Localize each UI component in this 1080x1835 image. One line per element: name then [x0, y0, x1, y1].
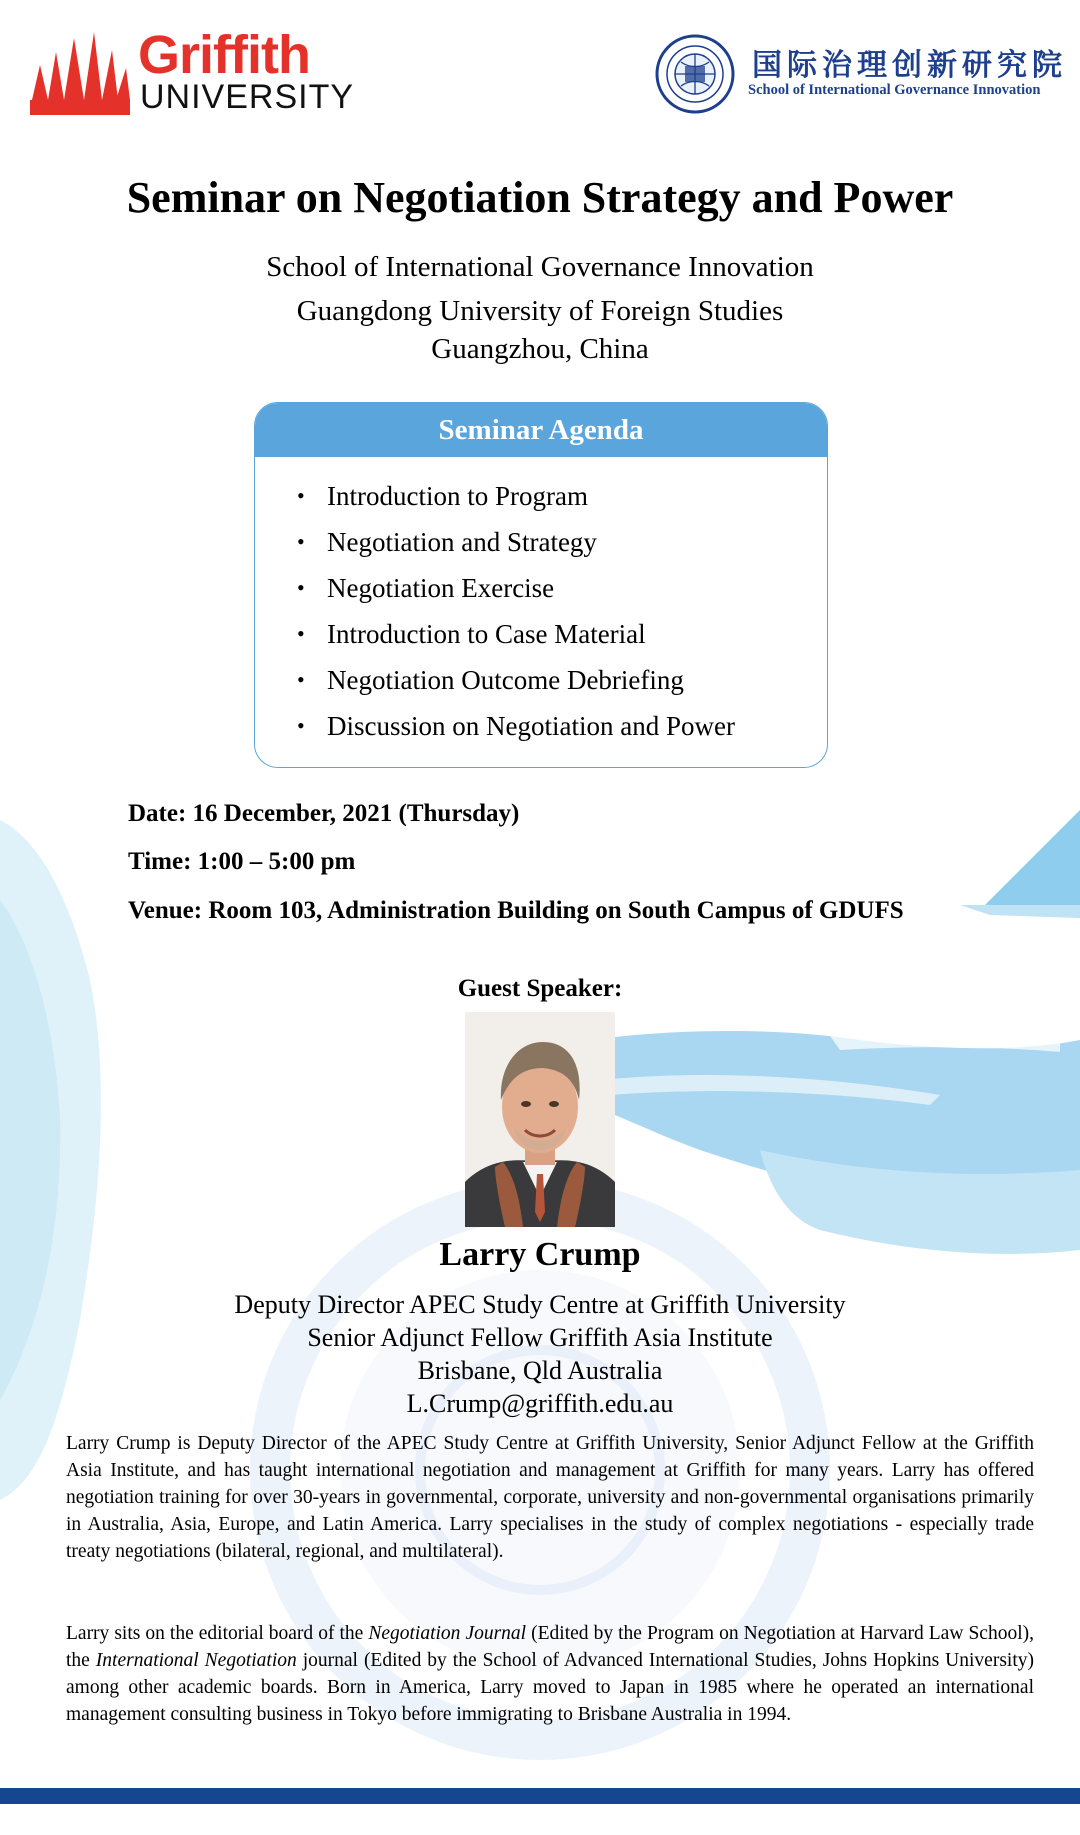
sigi-seal-icon: [655, 34, 735, 114]
agenda-item: • Negotiation Exercise: [297, 573, 555, 603]
bullet-icon: •: [297, 529, 305, 554]
seminar-title: Seminar on Negotiation Strategy and Power: [126, 173, 954, 222]
agenda-box: [254, 402, 828, 768]
sigi-english-name: School of International Governance Innovation: [748, 82, 1041, 98]
bio-paragraph-2: Larry sits on the editorial board of the Negotiation Journal (Edited by the Program on Negotiation at Harvard Law School), the International Negotiation journal (Edited by the School of Advanced International Studies, Johns Hopkins University) among other academic boards. Born in America, Larry moved to Japan in 1985 where he operated an international management consulting business in Tokyo before immigrating to Brisbane Australia in 1994.: [66, 1623, 1034, 1725]
griffith-university-logo: [30, 25, 360, 120]
griffith-flame-icon: [30, 30, 135, 115]
guest-speaker-label: Guest Speaker:: [457, 975, 623, 1002]
agenda-item: • Introduction to Program: [297, 481, 588, 511]
agenda-item: • Discussion on Negotiation and Power: [297, 711, 735, 741]
speaker-affiliation: Senior Adjunct Fellow Griffith Asia Institute: [307, 1323, 773, 1352]
footer-bar: [0, 1788, 1080, 1804]
journal-title: Negotiation Journal: [368, 1623, 527, 1644]
speaker-photo: [465, 1012, 615, 1227]
event-venue: Venue: Room 103, Administration Building on South Campus of GDUFS: [128, 897, 904, 924]
event-time: Time: 1:00 – 5:00 pm: [128, 848, 356, 875]
subtitle-school: School of International Governance Innovation: [266, 251, 814, 283]
griffith-wordmark: Griffith: [138, 25, 310, 85]
subtitle-university: Guangdong University of Foreign Studies: [296, 295, 784, 327]
bullet-icon: •: [297, 483, 305, 508]
speaker-email: L.Crump@griffith.edu.au: [406, 1389, 674, 1418]
agenda-heading: Seminar Agenda: [255, 403, 827, 457]
speaker-name: Larry Crump: [439, 1236, 641, 1273]
speaker-role: Deputy Director APEC Study Centre at Griffith University: [234, 1290, 846, 1319]
speaker-location: Brisbane, Qld Australia: [417, 1356, 663, 1385]
sigi-chinese-name: 国际治理创新研究院: [752, 48, 1067, 83]
bullet-icon: •: [297, 621, 305, 646]
griffith-university-text: UNIVERSITY: [140, 78, 355, 116]
bullet-icon: •: [297, 713, 305, 738]
bullet-icon: •: [297, 667, 305, 692]
journal-title: International Negotiation: [95, 1650, 297, 1671]
sigi-logo: [655, 34, 1067, 120]
agenda-item: • Introduction to Case Material: [297, 619, 646, 649]
agenda-item: • Negotiation and Strategy: [297, 527, 597, 557]
bullet-icon: •: [297, 575, 305, 600]
subtitle-location: Guangzhou, China: [431, 333, 649, 365]
agenda-item: • Negotiation Outcome Debriefing: [297, 665, 684, 695]
bio-paragraph-1: Larry Crump is Deputy Director of the APEC Study Centre at Griffith University, Senior Adjunct Fellow at the Griffith Asia Institute, and has taught international negotiation and management at Griffith for many years. Larry has offered negotiation training for over 30-years in governmental, corporate, university and non-governmental organisations primarily in Australia, Asia, Europe, and Latin America. Larry specialises in the study of complex negotiations - especially trade treaty negotiations (bilateral, regional, and multilateral).: [66, 1433, 1034, 1562]
event-date: Date: 16 December, 2021 (Thursday): [128, 800, 520, 827]
agenda-list: [255, 457, 827, 755]
